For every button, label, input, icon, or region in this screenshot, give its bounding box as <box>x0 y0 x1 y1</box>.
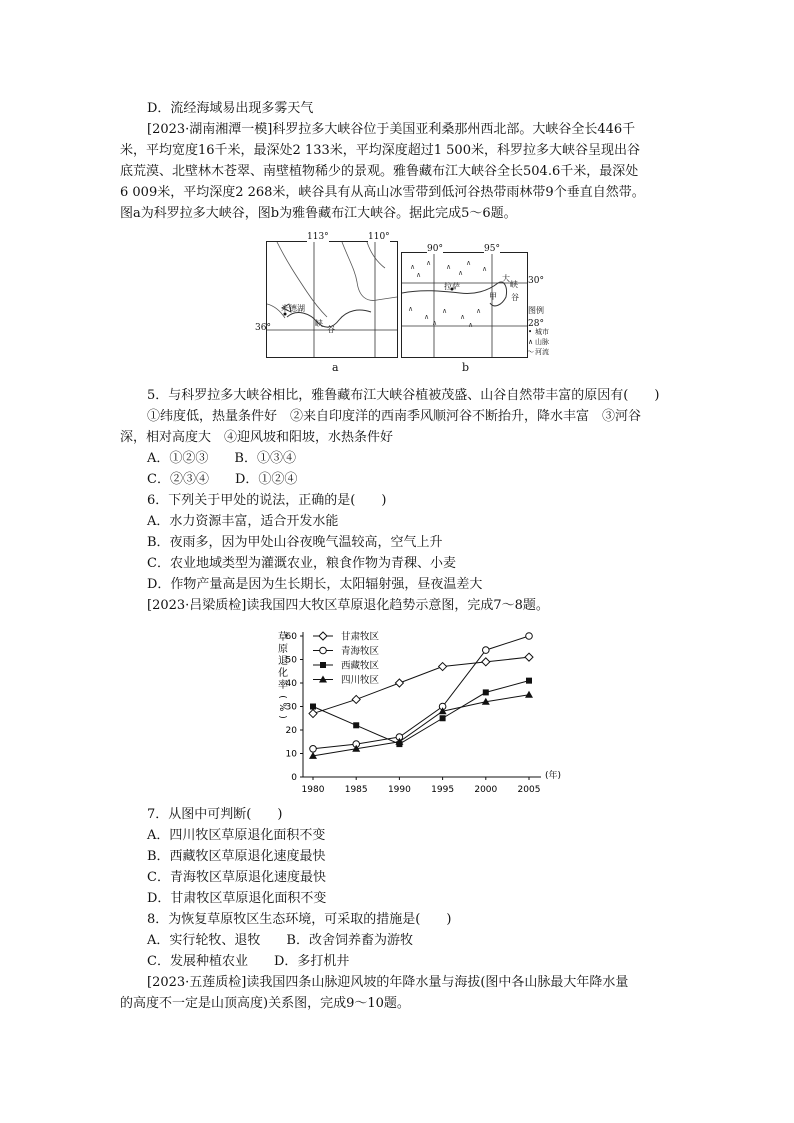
question-5: 5．与科罗拉多大峡谷相比，雅鲁藏布江大峡谷植被茂盛、山谷自然带丰富的原因有( ) <box>147 388 660 403</box>
question-9-10-intro: 的高度不一定是山顶高度)关系图，完成9～10题。 <box>120 996 410 1011</box>
svg-text:∧: ∧ <box>426 259 432 267</box>
x-tick-label: 2000 <box>474 785 498 795</box>
map-a-place-label: 谷 <box>327 325 335 334</box>
map-b-lon-label: 90° <box>427 244 443 254</box>
map-b-place-label: 谷 <box>511 293 519 302</box>
y-axis-label-char: % <box>277 702 287 712</box>
question-7: 7．从图中可判断( ) <box>147 807 283 822</box>
legend-label: 甘肃牧区 <box>341 631 380 643</box>
svg-text:∧: ∧ <box>446 263 452 271</box>
map-b-yarlung-canyon <box>401 244 528 358</box>
question-6: 6．下列关于甲处的说法，正确的是( ) <box>147 493 387 508</box>
data-point <box>526 678 532 684</box>
question-8-options: C．发展种植农业 D．多打机井 <box>147 954 350 969</box>
question-6-option: A．水力资源丰富，适合开发水能 <box>147 514 339 529</box>
legend-marker <box>320 662 326 668</box>
y-axis-label-char: 退 <box>278 656 288 667</box>
question-9-10-intro: [2023·五莲质检]读我国四条山脉迎风坡的年降水量与海拔(图中各山脉最大年降水量 <box>147 975 629 990</box>
legend-label: 青海牧区 <box>341 646 380 657</box>
x-tick-label: 1995 <box>431 785 455 795</box>
series-line-2 <box>313 681 529 744</box>
map-b-place-label: 大 <box>502 274 510 283</box>
map-a-lat-label: 36° <box>255 323 271 333</box>
map-b-place-label: 拉萨 <box>444 282 460 291</box>
option-d-text: D．流经海域易出现多雾天气 <box>147 101 314 116</box>
x-tick-label: 1980 <box>301 785 325 795</box>
y-axis-label-char: 草 <box>278 632 288 643</box>
map-b-figure <box>402 253 527 357</box>
svg-text:∧: ∧ <box>476 307 482 315</box>
x-tick-label: 2005 <box>517 785 541 795</box>
data-point <box>482 658 490 666</box>
y-axis-label-char: 率 <box>278 680 288 691</box>
map-b-legend-city: 城市 <box>535 328 549 336</box>
legend-label: 四川牧区 <box>341 675 380 686</box>
map-b-legend-mountain: 山脉 <box>535 338 549 346</box>
data-point <box>439 663 447 671</box>
question-7-8-intro: [2023·吕梁质检]读我国四大牧区草原退化趋势示意图，完成7～8题。 <box>147 598 549 613</box>
y-axis-label-char: 化 <box>278 668 288 679</box>
map-b-place-label: 甲 <box>489 292 497 301</box>
x-tick-label: 1985 <box>344 785 368 795</box>
map-b-legend-river: 河流 <box>535 348 549 356</box>
question-7-option: A．四川牧区草原退化面积不变 <box>147 828 326 843</box>
question-5-line: ①纬度低，热量条件好 ②来自印度洋的西南季风顺河谷不断抬升，降水丰富 ③河谷 <box>147 409 642 424</box>
svg-text:∧: ∧ <box>432 319 438 327</box>
svg-text:∧: ∧ <box>442 307 448 315</box>
svg-text:∧: ∧ <box>468 321 474 329</box>
data-point <box>309 710 317 718</box>
map-a-colorado-canyon <box>255 232 398 358</box>
question-7-option: C．青海牧区草原退化速度最快 <box>147 870 326 885</box>
map-b-place-label: 峡 <box>510 280 518 289</box>
y-tick-label: 30 <box>285 702 297 713</box>
legend-mountain-icon: ∧ <box>528 338 534 346</box>
question-7-option: D．甘肃牧区草原退化面积不变 <box>147 891 327 906</box>
legend-city-icon: • <box>528 328 533 336</box>
x-tick-label: 1990 <box>387 785 411 795</box>
passage-line: 米，平均宽度16千米，最深处2 133米，平均深度超过1 500米，科罗拉多大峡谷呈现出谷 <box>120 143 640 158</box>
y-axis-label-char: 原 <box>278 644 288 655</box>
legend-river-icon: 〜 <box>527 348 534 356</box>
question-5-options: A．①②③ B．①③④ <box>147 451 296 466</box>
data-point <box>483 647 490 654</box>
question-8: 8．为恢复草原牧区生态环境，可采取的措施是( ) <box>147 912 452 927</box>
question-6-option: D．作物产量高是因为生长期长，太阳辐射强，昼夜温差大 <box>147 577 483 592</box>
legend-label: 西藏牧区 <box>341 660 380 672</box>
map-b-legend-title: 图例 <box>528 306 544 315</box>
map-b-lat-label: 28° <box>528 319 544 329</box>
y-tick-label: 40 <box>285 679 297 689</box>
data-point <box>526 633 533 640</box>
passage-line: [2023·湖南湘潭一模]科罗拉多大峡谷位于美国亚利桑那州西北部。大峡谷全长446千 <box>147 122 636 137</box>
map-a-place-label: 峡 <box>315 319 323 328</box>
y-axis-label-char: ) <box>277 715 287 719</box>
map-a-place-label: 米德湖 <box>281 304 305 313</box>
svg-text:∧: ∧ <box>466 259 472 267</box>
map-a-lon-label: 110° <box>368 232 390 242</box>
data-point <box>353 722 359 728</box>
y-tick-label: 60 <box>285 632 297 642</box>
data-point <box>483 689 489 695</box>
passage-line: 图a为科罗拉多大峡谷，图b为雅鲁藏布江大峡谷。据此完成5～6题。 <box>120 206 517 221</box>
y-tick-label: 20 <box>285 726 297 736</box>
passage-line: 6 009米，平均深度2 268米，峡谷具有从高山冰雪带到低河谷热带雨林带9个垂直自然带。 <box>120 185 645 200</box>
data-point <box>525 691 533 698</box>
question-5-options: C．②③④ D．①②④ <box>147 472 298 487</box>
map-b-caption: b <box>462 361 470 374</box>
svg-text:∧: ∧ <box>460 313 466 321</box>
data-point <box>525 653 533 661</box>
data-point <box>395 679 403 687</box>
svg-text:∧: ∧ <box>482 265 488 273</box>
series-line-3 <box>313 695 529 756</box>
question-6-option: C．农业地域类型为灌溉农业，粮食作物为青稞、小麦 <box>147 556 456 571</box>
y-tick-label: 0 <box>291 773 297 783</box>
question-7-option: B．西藏牧区草原退化速度最快 <box>147 849 326 864</box>
y-tick-label: 50 <box>285 655 297 666</box>
question-6-option: B．夜雨多，因为甲处山谷夜晚气温较高，空气上升 <box>147 535 443 550</box>
question-5-line: 深，相对高度大 ④迎风坡和阳坡，水热条件好 <box>120 430 394 445</box>
data-point <box>310 704 316 710</box>
svg-text:∧: ∧ <box>410 263 416 271</box>
question-8-options: A．实行轮牧、退牧 B．改舍饲养畜为游牧 <box>147 933 413 948</box>
svg-text:∧: ∧ <box>458 269 464 277</box>
data-point <box>440 715 446 721</box>
svg-text:∧: ∧ <box>408 305 414 313</box>
map-a-lon-label: 113° <box>307 232 329 242</box>
legend-marker <box>319 632 327 640</box>
legend-marker <box>320 647 327 654</box>
y-axis-label-char: ( <box>277 695 287 699</box>
map-b-lon-label: 95° <box>484 244 500 254</box>
passage-line: 底荒漠、北壁林木苍翠、南壁植物稀少的景观。雅鲁藏布江大峡谷全长504.6千米，最深处 <box>120 164 639 179</box>
grassland-degradation-chart <box>0 622 794 802</box>
map-b-lat-label: 30° <box>528 276 544 286</box>
data-point <box>352 695 360 703</box>
x-axis-label: (年) <box>545 771 562 781</box>
y-tick-label: 10 <box>285 749 297 760</box>
svg-text:∧: ∧ <box>416 271 422 279</box>
data-point <box>310 746 317 753</box>
map-a-caption: a <box>332 361 339 374</box>
map-a-figure <box>267 242 397 357</box>
svg-text:∧: ∧ <box>424 313 430 321</box>
